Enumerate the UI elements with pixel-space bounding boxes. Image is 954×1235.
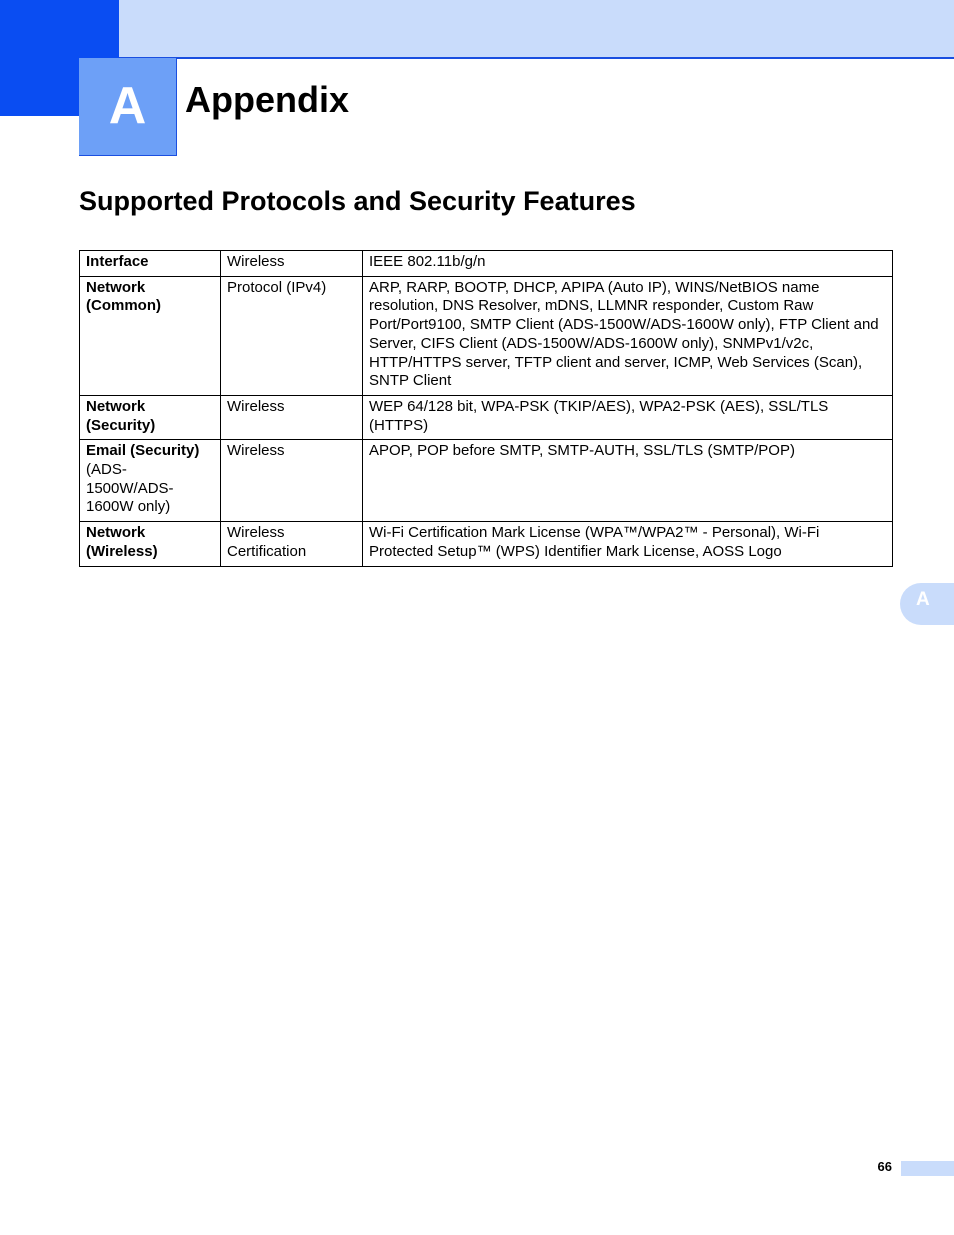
type-cell: Wireless — [221, 395, 363, 439]
category-cell — [80, 522, 221, 566]
type-cell: Wireless Certification — [221, 522, 363, 566]
type-cell: Wireless — [221, 440, 363, 522]
details-cell: WEP 64/128 bit, WPA-PSK (TKIP/AES), WPA2-PSK (AES), SSL/TLS (HTTPS) — [363, 395, 893, 439]
category-label: Interface — [86, 253, 149, 270]
section-title: Supported Protocols and Security Features — [79, 186, 636, 216]
protocols-table — [79, 250, 893, 567]
table-row — [80, 440, 893, 522]
category-cell — [80, 251, 221, 277]
category-cell — [80, 395, 221, 439]
category-label: Network (Common) — [86, 278, 161, 315]
chapter-side-tab: A — [900, 583, 954, 625]
category-label: Network (Wireless) — [86, 524, 158, 560]
category-cell — [80, 276, 221, 395]
page-number: 66 — [877, 1159, 892, 1174]
category-cell — [80, 440, 221, 522]
details-cell: APOP, POP before SMTP, SMTP-AUTH, SSL/TLS (SMTP/POP) — [363, 440, 893, 522]
details-cell: Wi-Fi Certification Mark License (WPA™/WPA2™ - Personal), Wi-Fi Protected Setup™ (WPS) Identifier Mark License, AOSS Logo — [363, 522, 893, 566]
chapter-title: Appendix — [185, 79, 350, 120]
table-row — [80, 395, 893, 439]
header-band — [0, 0, 954, 58]
type-cell: Wireless — [221, 251, 363, 277]
table-row — [80, 251, 893, 277]
category-note: (ADS-1500W/ADS-1600W only) — [86, 461, 174, 516]
footer-bar — [901, 1161, 954, 1176]
type-cell: Protocol (IPv4) — [221, 276, 363, 395]
details-cell: ARP, RARP, BOOTP, DHCP, APIPA (Auto IP), WINS/NetBIOS name resolution, DNS Resolver, mDNS, LLMNR responder, Custom Raw Port/Port9100, SMTP Client (ADS-1500W/ADS-1600W only), FTP Client and Server, CIFS Client (ADS-1500W/ADS-1600W only), SNMPv1/v2c, HTTP/HTTPS server, TFTP client and server, ICMP, Web Services (Scan), SNTP Client — [363, 276, 893, 395]
table-row — [80, 276, 893, 395]
details-cell: IEEE 802.11b/g/n — [363, 251, 893, 277]
chapter-letter: A — [79, 58, 177, 156]
header-rule — [118, 57, 954, 59]
table-row — [80, 522, 893, 566]
category-label: Network (Security) — [86, 397, 156, 434]
category-label: Email (Security) — [86, 442, 200, 460]
